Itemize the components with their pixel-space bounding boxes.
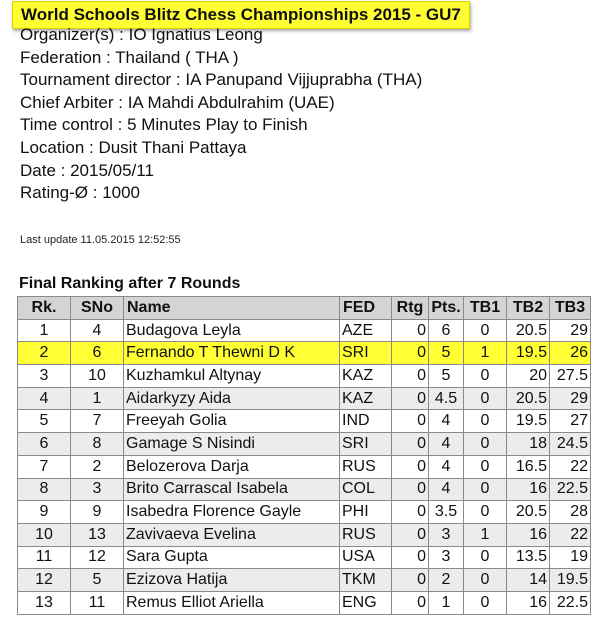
cell-tb2: 20.5 — [507, 501, 550, 524]
cell-tb1: 0 — [464, 478, 507, 501]
cell-tb2: 19.5 — [507, 342, 550, 365]
cell-tb1: 1 — [464, 523, 507, 546]
cell-pts: 6 — [429, 319, 464, 342]
cell-rtg: 0 — [392, 455, 429, 478]
cell-rank: 13 — [18, 591, 71, 614]
cell-rtg: 0 — [392, 319, 429, 342]
cell-tb1: 0 — [464, 433, 507, 456]
col-header-tb3: TB3 — [550, 297, 591, 320]
cell-tb1: 0 — [464, 365, 507, 388]
cell-name: Fernando T Thewni D K — [124, 342, 340, 365]
date-line: Date : 2015/05/11 — [20, 160, 154, 180]
cell-rtg: 0 — [392, 546, 429, 569]
organizer-line: Organizer(s) : IO Ignatius Leong — [20, 25, 263, 44]
cell-tb3: 26 — [550, 342, 591, 365]
cell-sno: 8 — [71, 433, 124, 456]
cell-name: Brito Carrascal Isabela — [124, 478, 340, 501]
cell-name: Sara Gupta — [124, 546, 340, 569]
cell-tb1: 0 — [464, 546, 507, 569]
cell-tb2: 16 — [507, 523, 550, 546]
cell-pts: 4 — [429, 455, 464, 478]
cell-rank: 8 — [18, 478, 71, 501]
table-row — [18, 591, 591, 614]
cell-tb1: 0 — [464, 410, 507, 433]
cell-sno: 1 — [71, 387, 124, 410]
cell-rank: 3 — [18, 365, 71, 388]
cell-rtg: 0 — [392, 523, 429, 546]
cell-name: Remus Elliot Ariella — [124, 591, 340, 614]
cell-rank: 6 — [18, 433, 71, 456]
cell-tb2: 16.5 — [507, 455, 550, 478]
cell-tb1: 1 — [464, 342, 507, 365]
ranking-header-row — [18, 297, 591, 320]
cell-rtg: 0 — [392, 410, 429, 433]
cell-tb3: 19.5 — [550, 569, 591, 592]
federation-line: Federation : Thailand ( THA ) — [20, 47, 239, 67]
cell-name: Ezizova Hatija — [124, 569, 340, 592]
cell-rank: 2 — [18, 342, 71, 365]
table-row — [18, 433, 591, 456]
cell-fed: ENG — [340, 591, 392, 614]
cell-tb3: 24.5 — [550, 433, 591, 456]
cell-tb2: 20.5 — [507, 319, 550, 342]
cell-sno: 5 — [71, 569, 124, 592]
col-header-rtg: Rtg — [392, 297, 429, 320]
cell-tb2: 14 — [507, 569, 550, 592]
cell-name: Freeyah Golia — [124, 410, 340, 433]
table-row — [18, 546, 591, 569]
cell-tb2: 20.5 — [507, 387, 550, 410]
cell-pts: 2 — [429, 569, 464, 592]
cell-name: Belozerova Darja — [124, 455, 340, 478]
last-update: Last update 11.05.2015 12:52:55 — [20, 234, 181, 246]
cell-rtg: 0 — [392, 569, 429, 592]
cell-fed: COL — [340, 478, 392, 501]
cell-tb3: 22.5 — [550, 591, 591, 614]
cell-fed: KAZ — [340, 387, 392, 410]
cell-tb3: 19 — [550, 546, 591, 569]
cell-rtg: 0 — [392, 342, 429, 365]
cell-sno: 9 — [71, 501, 124, 524]
page-title: World Schools Blitz Chess Championships 2015 - GU7 — [12, 1, 470, 29]
cell-sno: 7 — [71, 410, 124, 433]
cell-tb3: 27 — [550, 410, 591, 433]
cell-pts: 5 — [429, 365, 464, 388]
cell-tb2: 18 — [507, 433, 550, 456]
cell-pts: 1 — [429, 591, 464, 614]
cell-sno: 11 — [71, 591, 124, 614]
cell-sno: 6 — [71, 342, 124, 365]
cell-tb1: 0 — [464, 591, 507, 614]
col-header-rank: Rk. — [18, 297, 71, 320]
cell-pts: 4 — [429, 478, 464, 501]
cell-rtg: 0 — [392, 501, 429, 524]
cell-tb3: 27.5 — [550, 365, 591, 388]
cell-name: Zavivaeva Evelina — [124, 523, 340, 546]
cell-sno: 12 — [71, 546, 124, 569]
cell-fed: SRI — [340, 342, 392, 365]
col-header-tb1: TB1 — [464, 297, 507, 320]
col-header-tb2: TB2 — [507, 297, 550, 320]
ranking-table — [17, 296, 591, 615]
cell-tb1: 0 — [464, 569, 507, 592]
cell-rank: 12 — [18, 569, 71, 592]
cell-tb3: 22 — [550, 523, 591, 546]
cell-rtg: 0 — [392, 591, 429, 614]
table-row — [18, 501, 591, 524]
cell-name: Kuzhamkul Altynay — [124, 365, 340, 388]
cell-name: Gamage S Nisindi — [124, 433, 340, 456]
rating-line: Rating-Ø : 1000 — [20, 183, 141, 203]
cell-rtg: 0 — [392, 478, 429, 501]
cell-tb1: 0 — [464, 455, 507, 478]
cell-fed: RUS — [340, 523, 392, 546]
cell-tb1: 0 — [464, 501, 507, 524]
cell-fed: AZE — [340, 319, 392, 342]
table-row-highlighted — [18, 342, 591, 365]
cell-fed: SRI — [340, 433, 392, 456]
cell-pts: 4 — [429, 433, 464, 456]
cell-rank: 4 — [18, 387, 71, 410]
cell-pts: 5 — [429, 342, 464, 365]
table-row — [18, 387, 591, 410]
cell-rank: 9 — [18, 501, 71, 524]
table-row — [18, 319, 591, 342]
cell-tb2: 20 — [507, 365, 550, 388]
cell-fed: PHI — [340, 501, 392, 524]
cell-tb2: 16 — [507, 591, 550, 614]
cell-fed: IND — [340, 410, 392, 433]
cell-tb2: 13.5 — [507, 546, 550, 569]
location-line: Location : Dusit Thani Pattaya — [20, 137, 247, 157]
cell-pts: 4 — [429, 410, 464, 433]
cell-pts: 4.5 — [429, 387, 464, 410]
col-header-fed: FED — [340, 297, 392, 320]
cell-rtg: 0 — [392, 365, 429, 388]
tournament-info — [20, 24, 422, 205]
cell-pts: 3 — [429, 523, 464, 546]
cell-rank: 11 — [18, 546, 71, 569]
cell-rank: 5 — [18, 410, 71, 433]
table-row — [18, 569, 591, 592]
table-row — [18, 455, 591, 478]
cell-rank: 7 — [18, 455, 71, 478]
time-control-line: Time control : 5 Minutes Play to Finish — [20, 115, 308, 135]
cell-tb3: 22 — [550, 455, 591, 478]
cell-rank: 1 — [18, 319, 71, 342]
cell-name: Budagova Leyla — [124, 319, 340, 342]
cell-name: Isabedra Florence Gayle — [124, 501, 340, 524]
cell-tb2: 19.5 — [507, 410, 550, 433]
cell-tb2: 16 — [507, 478, 550, 501]
cell-tb3: 22.5 — [550, 478, 591, 501]
col-header-pts: Pts. — [429, 297, 464, 320]
ranking-title: Final Ranking after 7 Rounds — [19, 275, 241, 292]
cell-tb1: 0 — [464, 319, 507, 342]
cell-fed: USA — [340, 546, 392, 569]
cell-sno: 4 — [71, 319, 124, 342]
cell-fed: TKM — [340, 569, 392, 592]
col-header-name: Name — [124, 297, 340, 320]
cell-tb1: 0 — [464, 387, 507, 410]
cell-name: Aidarkyzy Aida — [124, 387, 340, 410]
cell-sno: 3 — [71, 478, 124, 501]
cell-fed: KAZ — [340, 365, 392, 388]
cell-sno: 2 — [71, 455, 124, 478]
cell-pts: 3.5 — [429, 501, 464, 524]
cell-sno: 10 — [71, 365, 124, 388]
cell-fed: RUS — [340, 455, 392, 478]
table-row — [18, 410, 591, 433]
cell-sno: 13 — [71, 523, 124, 546]
cell-tb3: 28 — [550, 501, 591, 524]
cell-tb3: 29 — [550, 319, 591, 342]
table-row — [18, 478, 591, 501]
table-row — [18, 365, 591, 388]
arbiter-line: Chief Arbiter : IA Mahdi Abdulrahim (UAE) — [20, 92, 335, 112]
cell-rank: 10 — [18, 523, 71, 546]
cell-rtg: 0 — [392, 433, 429, 456]
cell-tb3: 29 — [550, 387, 591, 410]
director-line: Tournament director : IA Panupand Vijjuprabha (THA) — [20, 70, 423, 90]
table-row — [18, 523, 591, 546]
col-header-sno: SNo — [71, 297, 124, 320]
cell-rtg: 0 — [392, 387, 429, 410]
cell-pts: 3 — [429, 546, 464, 569]
